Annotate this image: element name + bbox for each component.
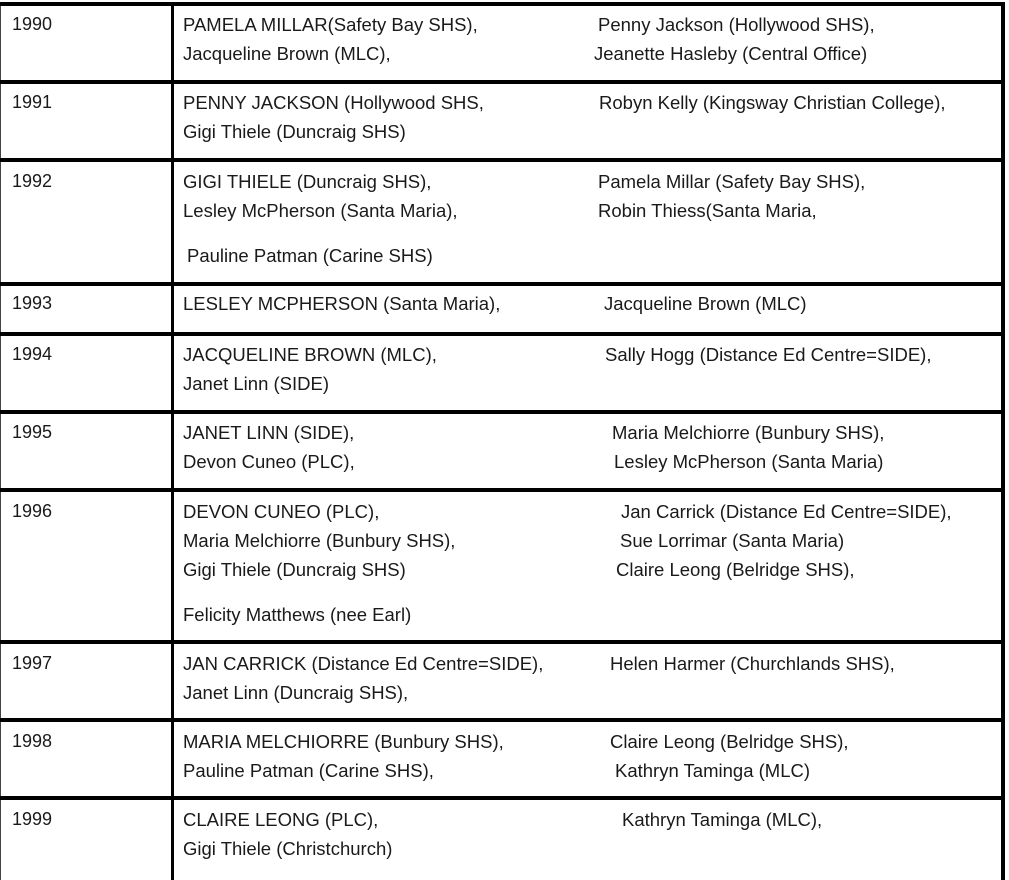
table-row [0, 410, 1005, 492]
table-row [0, 718, 1005, 800]
year-cell: 1997 [12, 653, 53, 673]
name-entry: Lesley McPherson (Santa Maria), [183, 200, 458, 221]
name-entry: Robyn Kelly (Kingsway Christian College), [599, 92, 946, 113]
year-cell: 1993 [12, 293, 53, 313]
table-row [0, 796, 1005, 880]
table-row [0, 80, 1005, 162]
column-divider [171, 162, 174, 286]
name-entry: Robin Thiess(Santa Maria, [598, 200, 817, 221]
table-edge [1001, 336, 1005, 414]
column-divider [171, 722, 174, 800]
column-divider [171, 286, 174, 336]
column-divider [171, 336, 174, 414]
name-entry: Claire Leong (Belridge SHS), [616, 559, 855, 580]
column-divider [171, 6, 174, 84]
name-entry: Pauline Patman (Carine SHS) [187, 245, 433, 266]
name-entry: LESLEY MCPHERSON (Santa Maria), [183, 293, 501, 314]
column-divider [171, 644, 174, 722]
name-entry: JAN CARRICK (Distance Ed Centre=SIDE), [183, 653, 544, 674]
name-entry: Lesley McPherson (Santa Maria) [614, 451, 884, 472]
table-row [0, 158, 1005, 286]
name-entry: Penny Jackson (Hollywood SHS), [598, 14, 875, 35]
table-edge [1001, 414, 1005, 492]
name-entry: Maria Melchiorre (Bunbury SHS), [612, 422, 885, 443]
name-entry: Gigi Thiele (Christchurch) [183, 838, 393, 859]
name-entry: DEVON CUNEO (PLC), [183, 501, 380, 522]
name-entry: Sally Hogg (Distance Ed Centre=SIDE), [605, 344, 932, 365]
name-entry: Gigi Thiele (Duncraig SHS) [183, 121, 406, 142]
table-edge [1001, 286, 1005, 336]
column-divider [171, 800, 174, 880]
name-entry: Gigi Thiele (Duncraig SHS) [183, 559, 406, 580]
name-entry: Kathryn Taminga (MLC), [622, 809, 823, 830]
column-divider [171, 492, 174, 644]
table-row [0, 640, 1005, 722]
table-edge [1001, 722, 1005, 800]
year-cell: 1994 [12, 344, 53, 364]
name-entry: PENNY JACKSON (Hollywood SHS, [183, 92, 484, 113]
name-entry: Claire Leong (Belridge SHS), [610, 731, 849, 752]
year-cell: 1998 [12, 731, 53, 751]
table-edge [1001, 492, 1005, 644]
name-entry: Jacqueline Brown (MLC), [183, 43, 391, 64]
name-entry: Jan Carrick (Distance Ed Centre=SIDE), [621, 501, 952, 522]
name-entry: Sue Lorrimar (Santa Maria) [620, 530, 845, 551]
name-entry: JACQUELINE BROWN (MLC), [183, 344, 437, 365]
table-edge [1001, 84, 1005, 162]
name-entry: GIGI THIELE (Duncraig SHS), [183, 171, 432, 192]
year-cell: 1990 [12, 14, 53, 34]
table-edge [1001, 6, 1005, 84]
year-cell: 1992 [12, 171, 53, 191]
year-cell: 1999 [12, 809, 53, 829]
name-entry: CLAIRE LEONG (PLC), [183, 809, 379, 830]
year-cell: 1996 [12, 501, 53, 521]
table-row [0, 332, 1005, 414]
table-edge [1001, 644, 1005, 722]
name-entry: JANET LINN (SIDE), [183, 422, 355, 443]
year-cell: 1991 [12, 92, 53, 112]
name-entry: Devon Cuneo (PLC), [183, 451, 355, 472]
name-entry: Kathryn Taminga (MLC) [615, 760, 811, 781]
name-entry: Maria Melchiorre (Bunbury SHS), [183, 530, 456, 551]
name-entry: MARIA MELCHIORRE (Bunbury SHS), [183, 731, 504, 752]
name-entry: Jacqueline Brown (MLC) [604, 293, 807, 314]
table-row [0, 488, 1005, 644]
table-edge [1001, 162, 1005, 286]
name-entry: Jeanette Hasleby (Central Office) [594, 43, 868, 64]
name-entry: Pauline Patman (Carine SHS), [183, 760, 434, 781]
table-row [0, 2, 1005, 84]
name-entry: Felicity Matthews (nee Earl) [183, 604, 412, 625]
column-divider [171, 84, 174, 162]
table-row [0, 282, 1005, 336]
name-entry: PAMELA MILLAR(Safety Bay SHS), [183, 14, 478, 35]
name-entry: Janet Linn (Duncraig SHS), [183, 682, 409, 703]
year-cell: 1995 [12, 422, 53, 442]
name-entry: Pamela Millar (Safety Bay SHS), [598, 171, 866, 192]
table-edge [1001, 800, 1005, 880]
column-divider [171, 414, 174, 492]
name-entry: Helen Harmer (Churchlands SHS), [610, 653, 895, 674]
name-entry: Janet Linn (SIDE) [183, 373, 330, 394]
